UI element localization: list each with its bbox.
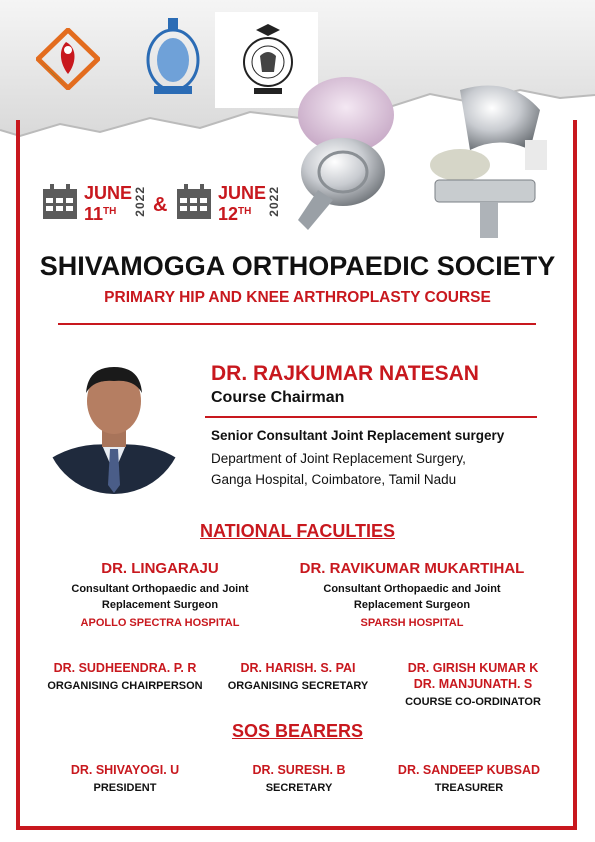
government-emblem-logo	[144, 16, 202, 98]
organiser-name-2: DR. MANJUNATH. S	[413, 677, 533, 691]
date-1-day: 11TH	[84, 204, 117, 224]
organiser-role: COURSE CO-ORDINATOR	[405, 696, 541, 708]
chairman-designation: Senior Consultant Joint Replacement surgery	[211, 428, 505, 443]
title-divider	[58, 323, 536, 325]
bearer-card	[40, 762, 210, 794]
date-2-month: JUNE	[218, 183, 267, 203]
bearer-card	[214, 762, 384, 794]
bearer-role: SECRETARY	[265, 782, 333, 794]
association-seal-logo	[240, 22, 296, 98]
chairman-name: DR. RAJKUMAR NATESAN	[211, 362, 479, 385]
bearer-card	[384, 762, 554, 794]
bearer-role: TREASURER	[434, 782, 504, 794]
organiser-name: DR. GIRISH KUMAR K	[407, 661, 539, 675]
bearer-name: DR. SURESH. B	[252, 763, 346, 777]
faculty-name: DR. RAVIKUMAR MUKARTIHAL	[299, 560, 525, 577]
organiser-card	[378, 660, 568, 708]
chairman-photo	[44, 353, 184, 495]
date-1-year: 2022	[133, 186, 147, 217]
chairman-department: Department of Joint Replacement Surgery,	[211, 451, 466, 466]
sos-bearers-heading: SOS BEARERS	[231, 721, 364, 741]
faculty-role: Consultant Orthopaedic and Joint Replacement Surgeon	[71, 583, 249, 611]
course-subtitle: PRIMARY HIP AND KNEE ARTHROPLASTY COURSE	[104, 289, 491, 306]
organiser-role: ORGANISING SECRETARY	[227, 680, 369, 692]
organiser-name: DR. SUDHEENDRA. P. R	[53, 661, 197, 675]
society-title: SHIVAMOGGA ORTHOPAEDIC SOCIETY	[39, 251, 556, 281]
organiser-role: ORGANISING CHAIRPERSON	[47, 680, 203, 692]
organiser-name: DR. HARISH. S. PAI	[240, 661, 356, 675]
ampersand: &	[153, 194, 168, 216]
calendar-icon	[176, 184, 212, 220]
faculty-hospital: SPARSH HOSPITAL	[360, 617, 464, 629]
medical-cross-logo	[36, 28, 100, 90]
chairman-hospital: Ganga Hospital, Coimbatore, Tamil Nadu	[211, 472, 457, 487]
bearer-name: DR. SHIVAYOGI. U	[70, 763, 180, 777]
faculty-role: Consultant Orthopaedic and Joint Replacement Surgeon	[323, 583, 501, 611]
faculty-hospital: APOLLO SPECTRA HOSPITAL	[80, 617, 240, 629]
date-1-month: JUNE	[84, 183, 133, 203]
organiser-card	[30, 660, 220, 692]
chairman-divider	[205, 416, 537, 418]
faculty-name: DR. LINGARAJU	[101, 560, 219, 577]
chairman-role: Course Chairman	[211, 389, 345, 406]
organiser-card	[208, 660, 388, 692]
calendar-icon	[42, 184, 78, 220]
bearer-role: PRESIDENT	[93, 782, 157, 794]
bearer-name: DR. SANDEEP KUBSAD	[397, 763, 541, 777]
national-faculties-heading: NATIONAL FACULTIES	[200, 521, 395, 541]
date-2-year: 2022	[267, 186, 281, 217]
faculty-card	[272, 560, 552, 629]
date-2-day: 12TH	[218, 204, 252, 224]
faculty-card	[40, 560, 280, 629]
